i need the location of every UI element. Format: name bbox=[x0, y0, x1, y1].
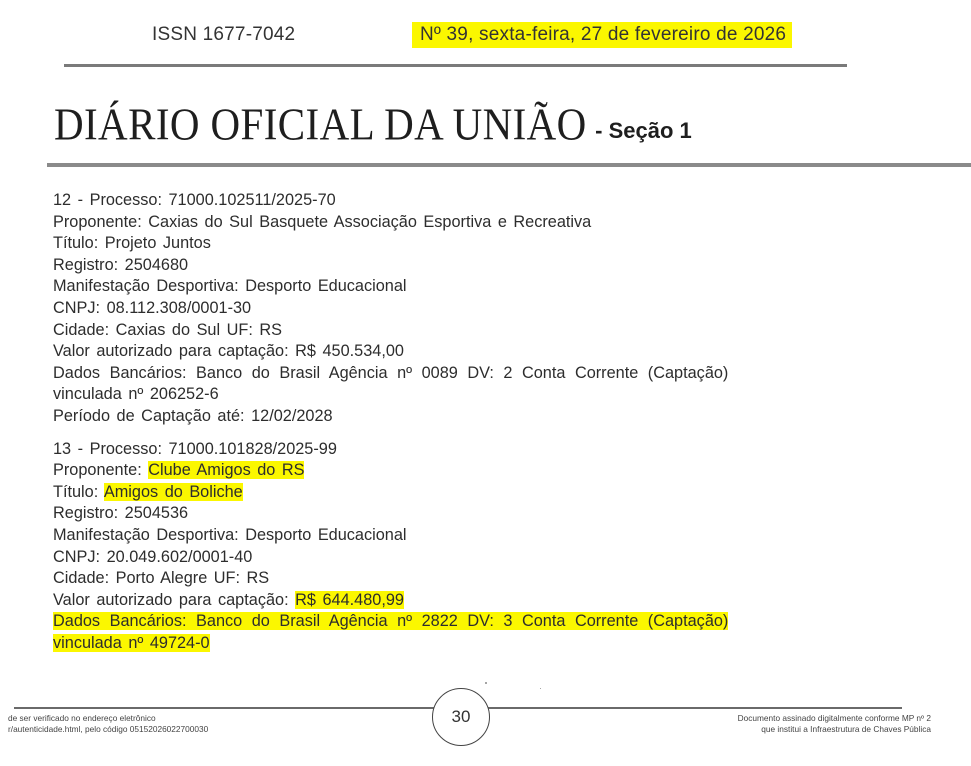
footer-right-line-2: que institui a Infraestrutura de Chaves Pública bbox=[761, 724, 931, 734]
entry-valor bbox=[53, 590, 913, 612]
publication-title: DIÁRIO OFICIAL DA UNIÃO bbox=[54, 98, 587, 150]
entry-processo: 12 - Processo: 71000.102511/2025-70 bbox=[53, 191, 336, 209]
vinculada-highlighted: vinculada nº 49724-0 bbox=[53, 633, 210, 652]
page-number-badge bbox=[432, 688, 490, 746]
entry-manifestacao: Manifestação Desportiva: Desporto Educacional bbox=[53, 277, 407, 296]
entry-periodo: Período de Captação até: 12/02/2028 bbox=[53, 406, 333, 425]
footer-verification-note bbox=[8, 713, 208, 735]
dados-value: Banco do Brasil Agência nº 0089 DV: 2 Conta Corrente (Captação) bbox=[196, 363, 729, 382]
entry-proponente bbox=[53, 212, 913, 234]
entry-cnpj: CNPJ: 20.049.602/0001-40 bbox=[53, 547, 253, 566]
document-body bbox=[53, 190, 913, 652]
entry-cnpj: CNPJ: 08.112.308/0001-30 bbox=[53, 298, 252, 317]
entry-titulo bbox=[53, 482, 913, 504]
dados-label: Dados Bancários: bbox=[53, 363, 197, 382]
entry-cidade: Cidade: Porto Alegre UF: RS bbox=[53, 569, 270, 588]
scan-speck bbox=[485, 682, 487, 684]
valor-value-highlighted: R$ 644.480,99 bbox=[295, 590, 404, 609]
entry-registro: Registro: 2504680 bbox=[53, 255, 189, 274]
titulo-value: Projeto Juntos bbox=[104, 234, 211, 253]
proponente-value: Caxias do Sul Basquete Associação Esportiva e Recreativa bbox=[148, 212, 592, 231]
entry-dados-bancarios bbox=[53, 611, 913, 633]
page-number: 30 bbox=[451, 707, 471, 726]
dados-label-highlighted: Dados Bancários: bbox=[53, 612, 197, 631]
footer-left-line-1: de ser verificado no endereço eletrônico bbox=[8, 713, 156, 723]
section-label: - Seção 1 bbox=[595, 118, 692, 143]
issn-label: ISSN 1677-7042 bbox=[152, 24, 296, 45]
entry-registro: Registro: 2504536 bbox=[53, 504, 189, 523]
entry-manifestacao: Manifestação Desportiva: Desporto Educacional bbox=[53, 525, 407, 544]
titulo-label: Título: bbox=[53, 482, 104, 501]
valor-label: Valor autorizado para captação: bbox=[53, 590, 296, 609]
issue-date-highlighted: Nº 39, sexta-feira, 27 de fevereiro de 2026 bbox=[412, 22, 792, 48]
masthead-divider bbox=[47, 163, 971, 167]
valor-value: R$ 450.534,00 bbox=[295, 342, 404, 361]
titulo-label: Título: bbox=[53, 234, 105, 253]
entry-vinculada: vinculada nº 206252-6 bbox=[53, 385, 219, 404]
entry-dados-bancarios bbox=[53, 363, 913, 385]
footer-signature-note bbox=[738, 713, 931, 735]
entry-cidade: Cidade: Caxias do Sul UF: RS bbox=[53, 320, 282, 339]
entry-13 bbox=[53, 439, 913, 652]
dados-value-highlighted: Banco do Brasil Agência nº 2822 DV: 3 Conta Corrente (Captação) bbox=[196, 612, 729, 631]
scan-speck bbox=[540, 688, 541, 689]
valor-label: Valor autorizado para captação: bbox=[53, 342, 296, 361]
masthead bbox=[54, 100, 692, 148]
entry-valor bbox=[53, 341, 913, 363]
header-divider bbox=[64, 64, 847, 67]
entry-processo: 13 - Processo: 71000.101828/2025-99 bbox=[53, 439, 337, 458]
proponente-value-highlighted: Clube Amigos do RS bbox=[148, 461, 305, 480]
titulo-value-highlighted: Amigos do Boliche bbox=[103, 482, 243, 501]
footer-right-line-1: Documento assinado digitalmente conforme MP nº 2 bbox=[737, 713, 931, 723]
entry-titulo bbox=[53, 233, 913, 255]
entry-vinculada bbox=[53, 633, 913, 652]
proponente-label: Proponente: bbox=[53, 461, 149, 480]
entry-12 bbox=[53, 190, 913, 428]
proponente-label: Proponente: bbox=[53, 212, 149, 231]
entry-proponente bbox=[53, 460, 913, 482]
footer-left-line-2: r/autenticidade.html, pelo código 05152026022700030 bbox=[8, 724, 209, 734]
